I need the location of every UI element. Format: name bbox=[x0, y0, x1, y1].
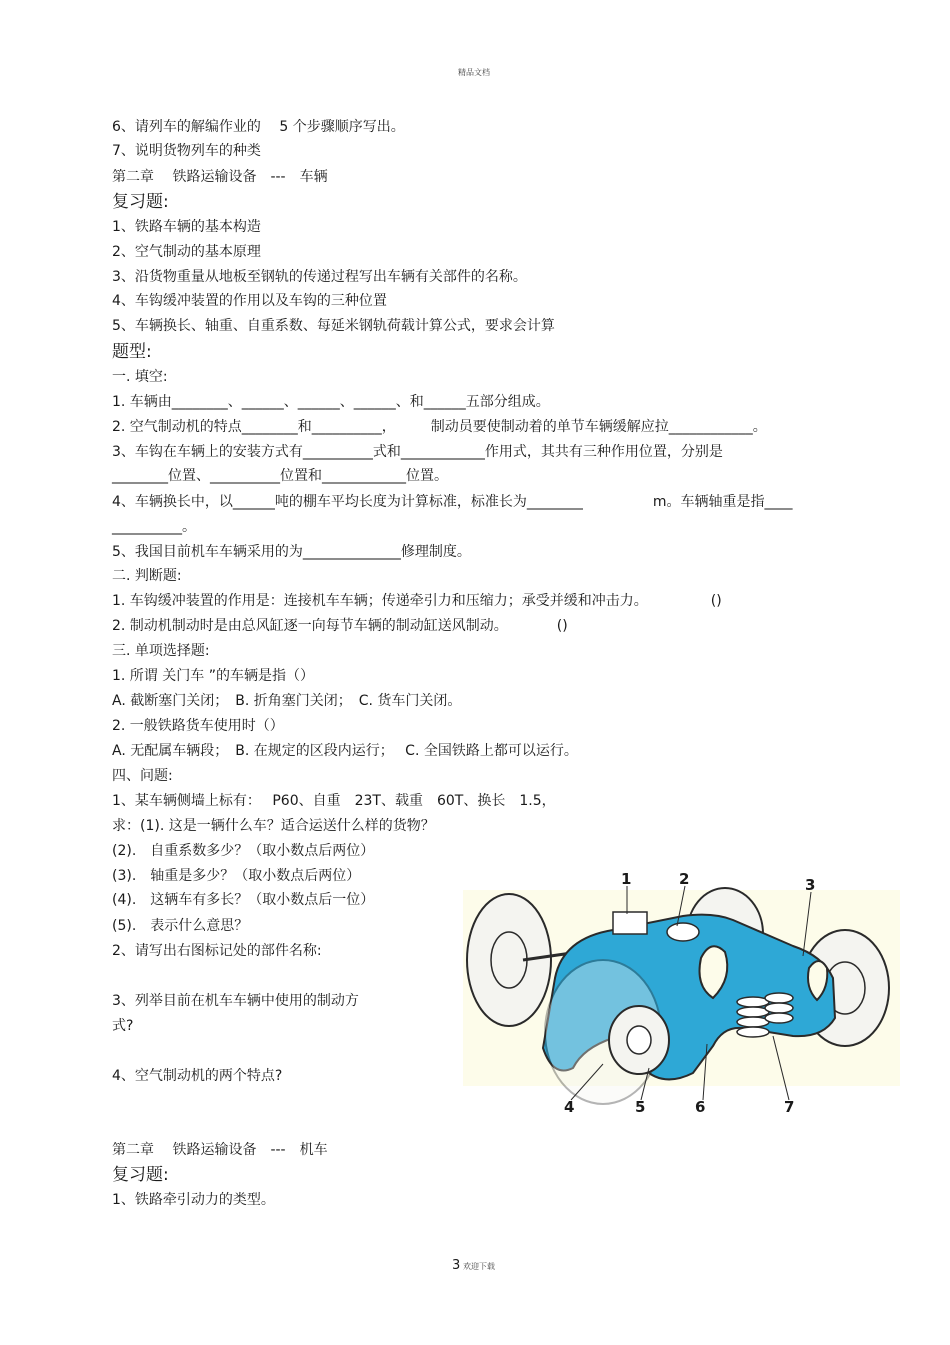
figure-label-7: 7 bbox=[784, 1098, 795, 1116]
text-line: 2、空气制动的基本原理 bbox=[112, 244, 261, 260]
chapter-heading: 第二章 铁路运输设备 --- 车辆 bbox=[112, 169, 328, 185]
figure-label-3: 3 bbox=[805, 876, 816, 894]
text-line: (4). 这辆车有多长？（取小数点后一位） bbox=[112, 892, 375, 908]
text-line: (2). 自重系数多少？（取小数点后两位） bbox=[112, 843, 375, 859]
page-footer-text: 欢迎下载 bbox=[463, 1262, 495, 1271]
chapter-heading: 第二章 铁路运输设备 --- 机车 bbox=[112, 1142, 328, 1158]
text-line: 3、车钩在车辆上的安装方式有__________式和____________作用式，其共有三种作用位置，分别是 bbox=[112, 444, 723, 460]
text-line: 三. 单项选择题: bbox=[112, 643, 210, 659]
text-line: 3、沿货物重量从地板至钢轨的传递过程写出车辆有关部件的名称。 bbox=[112, 269, 527, 285]
bogie-diagram bbox=[463, 868, 903, 1120]
text-line: A. 无配属车辆段； B. 在规定的区段内运行； C. 全国铁路上都可以运行。 bbox=[112, 743, 578, 759]
text-line: 求：(1). 这是一辆什么车？适合运送什么样的货物？ bbox=[112, 818, 435, 834]
text-line: (5). 表示什么意思？ bbox=[112, 918, 249, 934]
text-line: 1. 车钩缓冲装置的作用是：连接机车车辆；传递牵引力和压缩力；承受并缓和冲击力。 () bbox=[112, 593, 722, 609]
text-line: ________位置、__________位置和____________位置。 bbox=[112, 468, 448, 484]
figure-label-1: 1 bbox=[621, 870, 632, 888]
text-line: 7、说明货物列车的种类 bbox=[112, 143, 261, 159]
bogie-illustration bbox=[463, 868, 903, 1120]
text-line: 式? bbox=[112, 1018, 134, 1034]
figure-label-4: 4 bbox=[564, 1098, 575, 1116]
text-line: 1、铁路车辆的基本构造 bbox=[112, 219, 261, 235]
text-line: 二. 判断题: bbox=[112, 568, 182, 584]
page-number: 3 bbox=[452, 1258, 461, 1273]
text-line: 1、铁路牵引动力的类型。 bbox=[112, 1192, 275, 1208]
axle-box-cap bbox=[627, 1026, 651, 1054]
side-bearing bbox=[613, 912, 647, 934]
text-line: 2. 空气制动机的特点________和__________， 制动员要使制动着的单节车辆缓解应拉____________。 bbox=[112, 419, 767, 435]
text-line: 四、问题: bbox=[112, 768, 173, 784]
text-line: 4、车辆换长中，以______吨的棚车平均长度为计算标准，标准长为________ m。车辆轴重是指____ bbox=[112, 494, 793, 510]
text-line: 4、车钩缓冲装置的作用以及车钩的三种位置 bbox=[112, 293, 387, 309]
section-heading: 复习题: bbox=[112, 192, 169, 212]
text-line: 1. 所谓 关门车 ”的车辆是指（） bbox=[112, 668, 314, 684]
rear-left-wheel bbox=[467, 894, 551, 1026]
figure-label-5: 5 bbox=[635, 1098, 646, 1116]
section-heading: 复习题: bbox=[112, 1165, 169, 1185]
text-line: 5、车辆换长、轴重、自重系数、每延米钢轨荷载计算公式，要求会计算 bbox=[112, 318, 555, 334]
page-header: 精品文档 bbox=[458, 68, 490, 77]
text-line: 1、某车辆侧墙上标有： P60、自重 23T、载重 60T、换长 1.5， bbox=[112, 793, 556, 809]
text-line: 6、请列车的解编作业的 5 个步骤顺序写出。 bbox=[112, 119, 405, 135]
text-line: 2. 一般铁路货车使用时（） bbox=[112, 718, 284, 734]
figure-label-2: 2 bbox=[679, 870, 690, 888]
text-line: 4、空气制动机的两个特点? bbox=[112, 1068, 283, 1084]
section-heading: 题型: bbox=[112, 342, 152, 362]
text-line: 2、请写出右图标记处的部件名称: bbox=[112, 943, 322, 959]
figure-label-6: 6 bbox=[695, 1098, 706, 1116]
text-line: 3、列举目前在机车车辆中使用的制动方 bbox=[112, 993, 359, 1009]
text-line: 2. 制动机制动时是由总风缸逐一向每节车辆的制动缸送风制动。 () bbox=[112, 618, 568, 634]
text-line: 一. 填空: bbox=[112, 369, 168, 385]
text-line: __________。 bbox=[112, 519, 196, 535]
text-line: 5、我国目前机车车辆采用的为______________修理制度。 bbox=[112, 544, 471, 560]
text-line: A. 截断塞门关闭； B. 折角塞门关闭； C. 货车门关闭。 bbox=[112, 693, 462, 709]
text-line: 1. 车辆由________、______、______、______、和______五部分组成。 bbox=[112, 394, 550, 410]
text-line: (3). 轴重是多少？（取小数点后两位） bbox=[112, 868, 361, 884]
center-plate bbox=[667, 923, 699, 941]
